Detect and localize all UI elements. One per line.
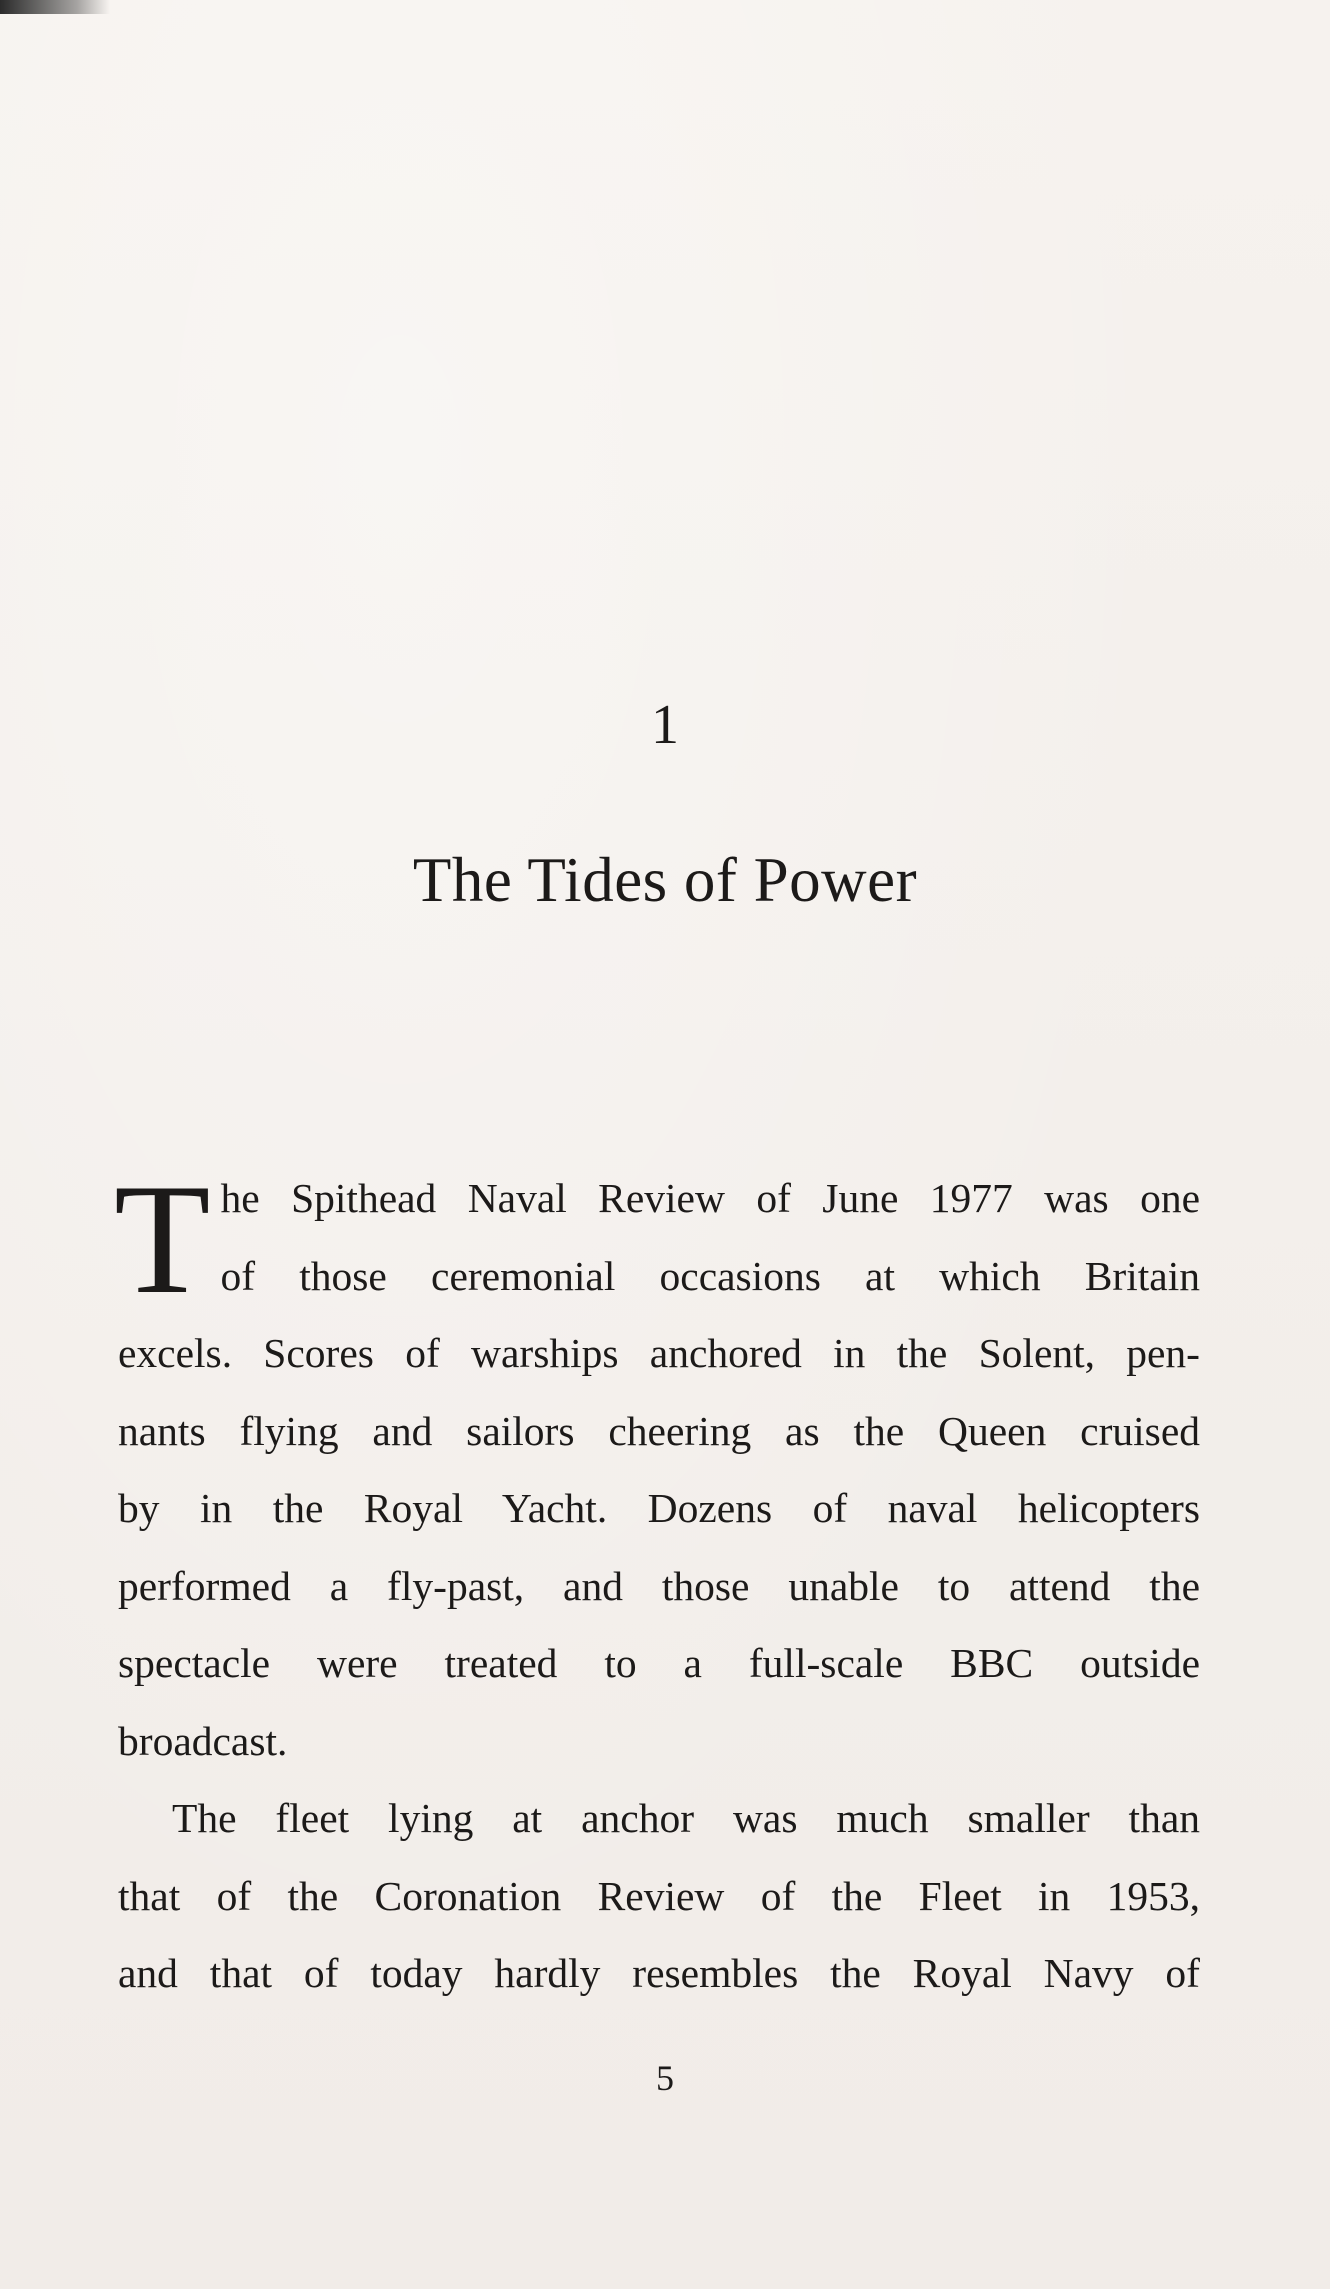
page-number: 5 [656, 2058, 674, 2098]
paragraph-1-line-6: performed a fly-past, and those unable to attend the [118, 1562, 1200, 1609]
paragraph-2-line-3: and that of today hardly resembles the Royal Navy of [118, 1950, 1200, 1996]
paragraph-2 [118, 1780, 1200, 2013]
page-corner-shadow [0, 0, 110, 14]
paragraph-1-line-2: of those ceremonial occasions at which Britain [220, 1252, 1200, 1299]
paragraph-2-line-2: that of the Coronation Review of the Fleet in 1953, [118, 1872, 1200, 1919]
paragraph-1-line-8: broadcast. [118, 1717, 288, 1764]
paragraph-1-line-7: spectacle were treated to a full-scale BBC outside [118, 1640, 1200, 1686]
paragraph-1 [114, 1152, 1200, 1780]
paragraph-2-line-1: The fleet lying at anchor was much smaller than [172, 1795, 1200, 1841]
paragraph-1-line-4: nants flying and sailors cheering as the Queen cruised [118, 1407, 1200, 1454]
paragraph-1-line-1: he Spithead Naval Review of June 1977 was one [220, 1175, 1200, 1221]
body-text [114, 1152, 1200, 2013]
paragraph-2-line-1-wrap [118, 1780, 1200, 1858]
chapter-title: The Tides of Power [412, 845, 918, 915]
drop-cap: T [114, 1152, 211, 1327]
paragraph-1-line-5: by in the Royal Yacht. Dozens of naval helicopters [118, 1485, 1200, 1531]
paragraph-1-line-3: excels. Scores of warships anchored in the Solent, pen- [118, 1330, 1200, 1376]
chapter-number: 1 [651, 694, 679, 756]
